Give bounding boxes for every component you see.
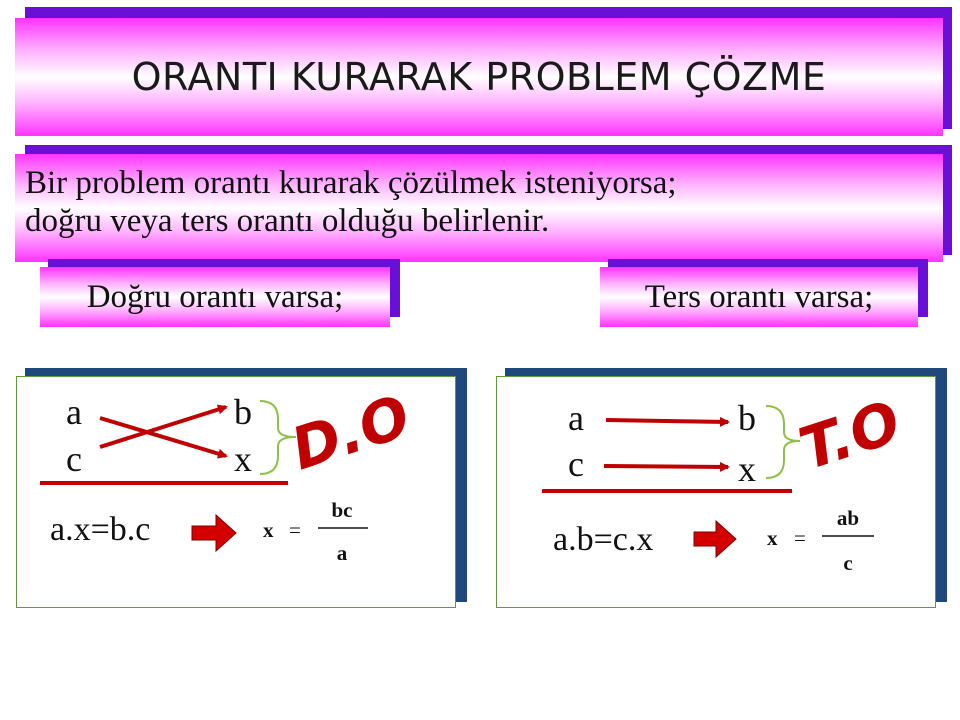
inverse-var-c: c — [568, 444, 584, 484]
direct-equation: a.x=b.c — [50, 511, 151, 548]
direct-var-c: c — [66, 439, 82, 479]
inverse-var-a: a — [568, 398, 584, 438]
inverse-var-x: x — [738, 449, 756, 489]
page-title: ORANTI KURARAK PROBLEM ÇÖZME — [131, 55, 827, 99]
inverse-equation: a.b=c.x — [553, 521, 654, 558]
inverse-result-x: x — [767, 526, 778, 550]
direct-var-a: a — [66, 392, 82, 432]
direct-var-x: x — [234, 439, 252, 479]
direct-result-numerator: bc — [331, 498, 353, 522]
inverse-result-equals: = — [794, 526, 806, 550]
direct-header-label: Doğru orantı varsa; — [86, 278, 344, 315]
inverse-arrow-top — [606, 420, 728, 422]
direct-cross-arrow-up — [100, 407, 226, 447]
intro-line-2: doğru veya ters orantı olduğu belirlenir. — [25, 203, 550, 239]
intro-line-1: Bir problem orantı kurarak çözülmek isteniyorsa; — [25, 165, 677, 201]
inverse-result-denominator: c — [843, 551, 853, 575]
inverse-result-numerator: ab — [836, 506, 860, 530]
inverse-header-label: Ters orantı varsa; — [644, 278, 874, 315]
direct-var-b: b — [234, 392, 252, 432]
inverse-implies-arrow-icon — [694, 521, 736, 557]
direct-result-x: x — [263, 518, 274, 542]
direct-implies-arrow-icon — [192, 515, 236, 551]
direct-result-denominator: a — [336, 541, 348, 565]
inverse-var-b: b — [738, 398, 756, 438]
direct-stamp: D.O — [283, 381, 418, 484]
direct-result-equals: = — [289, 518, 301, 542]
inverse-arrow-bottom — [604, 466, 728, 467]
inverse-stamp: T.O — [791, 387, 909, 484]
direct-cross-arrow-down — [100, 418, 226, 456]
